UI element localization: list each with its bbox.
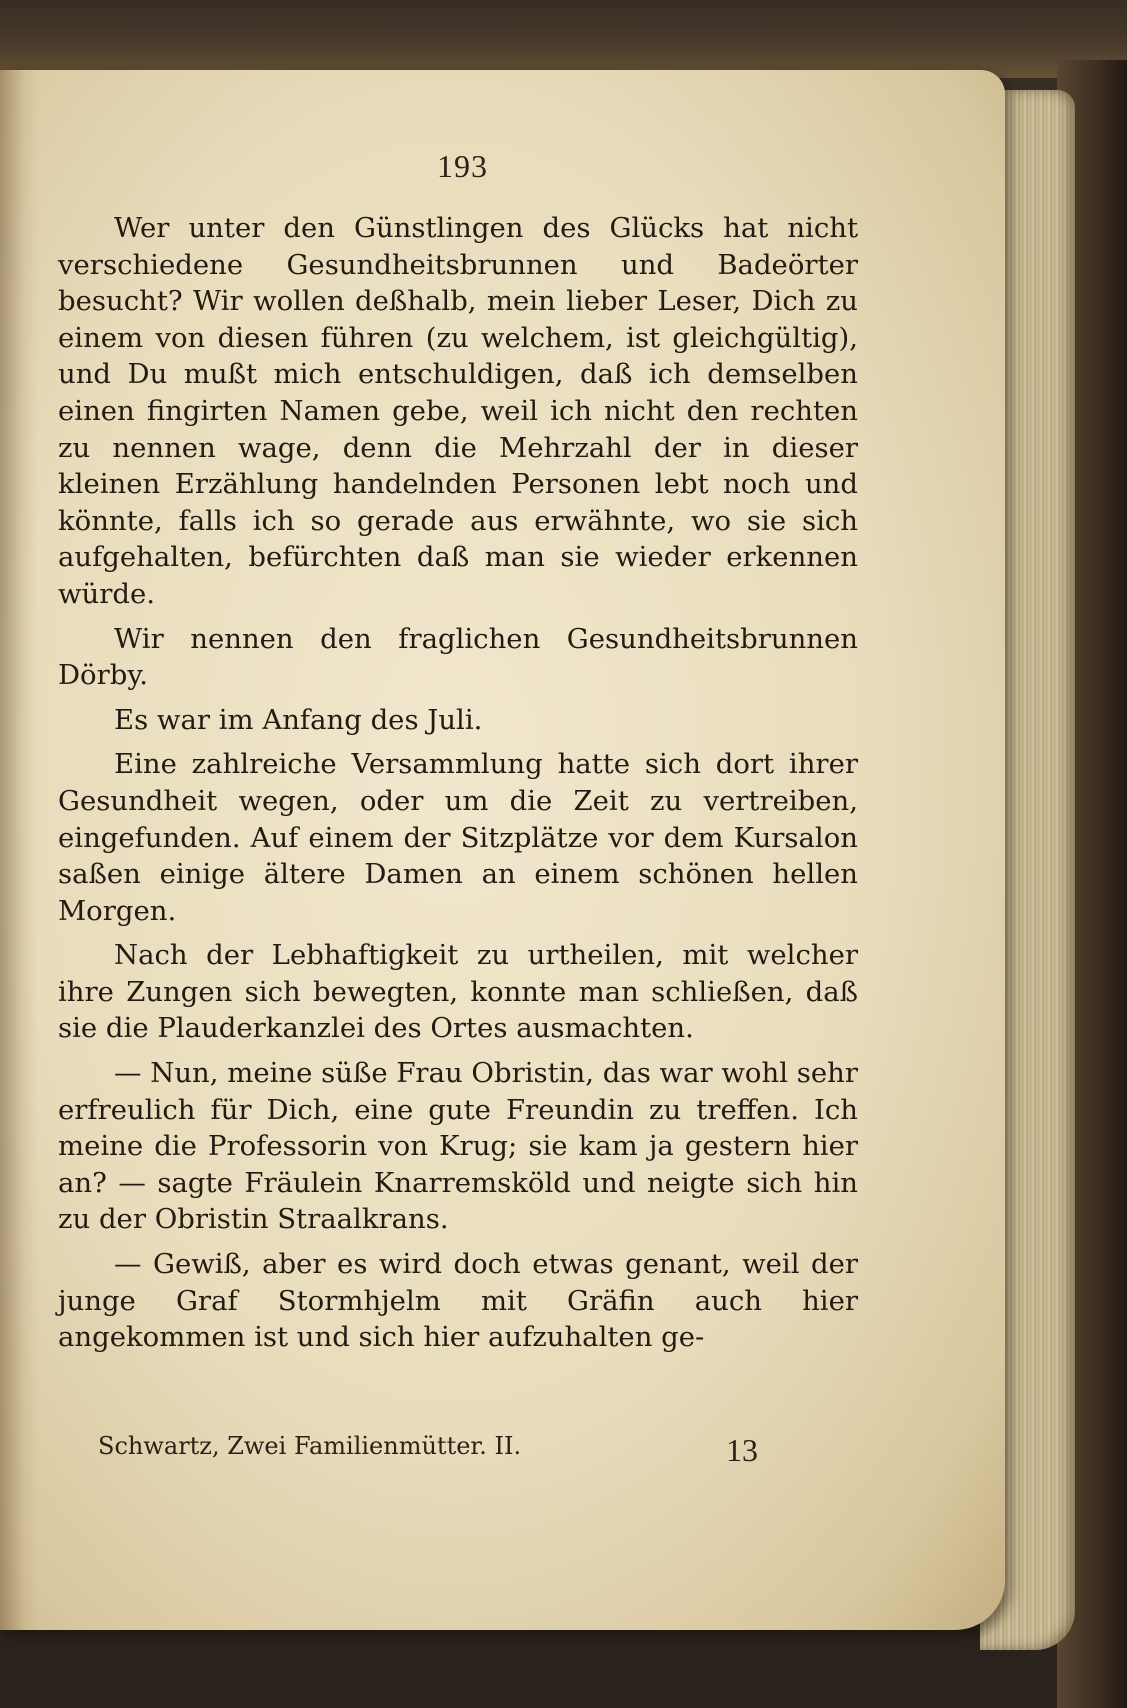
signature-mark: 13	[726, 1432, 758, 1468]
book-cover-top-edge	[0, 0, 1127, 78]
page-gutter	[0, 70, 38, 1630]
page-footer	[98, 1432, 758, 1469]
body-text	[58, 210, 858, 1364]
paragraph: Wir nennen den fraglichen Gesundheitsbrunnen Dörby.	[58, 622, 858, 692]
page-number: 193	[437, 148, 488, 184]
paragraph: Nach der Lebhaftigkeit zu urtheilen, mit welcher ihre Zungen sich bewegten, konnte man schließen, daß sie die Plauderkanzlei des Ortes ausmachten.	[58, 939, 858, 1045]
paragraph: Es war im Anfang des Juli.	[114, 703, 483, 736]
paragraph: Eine zahlreiche Versammlung hatte sich dort ihrer Gesundheit wegen, oder um die Zeit zu vertreiben, eingefunden. Auf einem der Sitzplätze vor dem Kursalon saßen einige ältere Damen an einem schönen hellen Morgen.	[58, 748, 858, 927]
paragraph: — Nun, meine süße Frau Obristin, das war wohl sehr erfreulich für Dich, eine gute Freundin zu treffen. Ich meine die Professorin von Krug; sie kam ja gestern hier an? — sagte Fräulein Knarremsköld und neigte sich hin zu der Obristin Straalkrans.	[58, 1057, 858, 1236]
paragraph: Wer unter den Günstlingen des Glücks hat nicht verschiedene Gesundheitsbrunnen und Badeörter besucht? Wir wollen deßhalb, mein lieber Leser, Dich zu einem von diesen führen (zu welchem, ist gleichgültig), und Du mußt mich entschuldigen, daß ich demselben einen fingirten Namen gebe, weil ich nicht den rechten zu nennen wage, denn die Mehrzahl der in dieser kleinen Erzählung handelnden Personen lebt noch und könnte, falls ich so gerade aus erwähnte, wo sie sich aufgehalten, befürchten daß man sie wieder erkennen würde.	[58, 212, 858, 610]
paragraph: — Gewiß, aber es wird doch etwas genant, weil der junge Graf Stormhjelm mit Gräfin auch hier angekommen ist und sich hier aufzuhalten ge-	[58, 1248, 858, 1354]
footer-title: Schwartz, Zwei Familienmütter. II.	[98, 1432, 522, 1460]
